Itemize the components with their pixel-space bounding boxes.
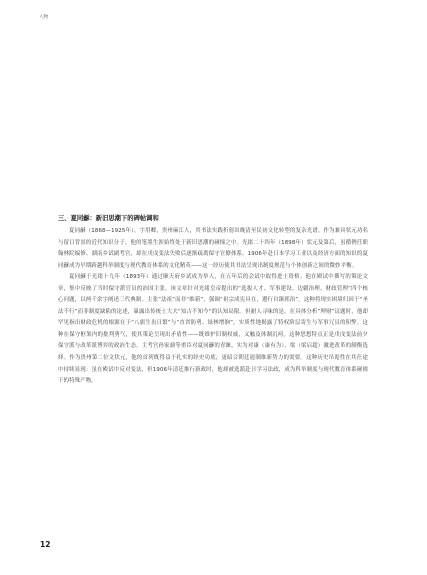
running-head: 人物 <box>39 15 49 20</box>
section-heading: 三、夏同龢：新旧思潮下的碑帖调和 <box>58 215 159 222</box>
paragraph-1: 夏同龢（1868—1925年），字用卿，贵州麻江人，其书法实践折射出晚清至民初文化转型的复杂光谱。作为兼具状元功名与留日背景的近代知识分子，他的笔墨生涯始终处于新旧思潮的碰撞之中。光绪二十四年（1898年）状元及第后，虽循例任职翰林院编修、湖南乡试副考官，却在戊戌变法失败后逐渐疏离保守官僚体系。1906年赴日本学习工业以及经济方面的知识的夏同龢成为早期跨越科举制度与现代教育体系的文化精英——这一经历使其书法呈现出制度规范与个体创新之间的微妙平衡。 <box>58 228 368 269</box>
page-number: 12 <box>40 540 51 549</box>
article-body <box>58 213 368 388</box>
paragraph-2: 夏同龢于光绪十九年（1893年）通过顺天府乡试成为举人，在五年后的会试中取得进士资格。他在殿试中撰写的策论文章，集中反映了当时保守派官员的治国主张。该文章针对光绪皇帝提出的“选拔人才、军事建设、边疆治理、财政管理”四个核心问题，以两千余字阐述三代典制。主张“法祖”而非“维新”，强调“祖宗成宪具在，遵行自臻郅治”。这种将现实困境归因于“圣法不行”而非制度缺陷的论述，暴露出传统士大夫“知古不知今”的认知局限。但耐人寻味的是，在具体分析“理财”议题时，他却罕见指出财政危机的根源在于“八旗生齿日繁”与“直省防勇、绿林增饷”，实质性地揭露了特权阶层寄生与军事冗员的积弊。这种在保守框架内的批判勇气，使其策论呈现出矛盾性——既维护旧制权威，又触及体制沉疴。这种思想特点正是戊戌变法前夕保守派与改革派博弈的政治生态。主考官孙家鼐等重臣对夏同龢的青睐，实为对康（康有为）、梁（梁启超）激进改革的制衡选择。作为贵州第二位文状元，他的首列既得益于扎实的经史功底，更暗合朝廷遏制维新势力的需要。这种历史吊诡性在其仕途中持续显现：虽在殿试中反对变法，但1906年清廷推行新政时，他却被选派赴日学习法政，成为科举制度与现代教育体系碰撞下的特殊产物。 <box>58 274 368 385</box>
